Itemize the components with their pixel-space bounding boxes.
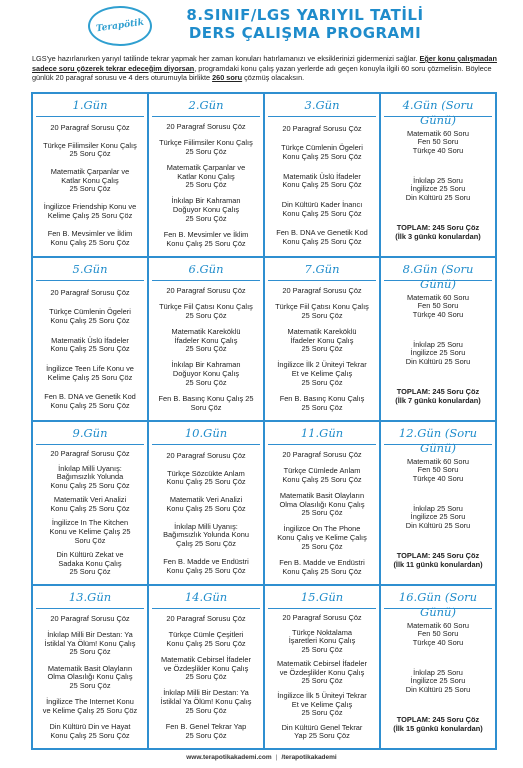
intro-part-3: çözmüş olacaksın. — [242, 73, 305, 83]
day-cell — [264, 257, 380, 421]
day-title: 5.Gün — [36, 262, 144, 281]
task-item: Fen B. Madde ve Endüstri Konu Çalış 25 Soru Çöz — [163, 557, 249, 575]
task-item: İngilizce On The Phone Konu Çalış ve Kelime Çalış 25 Soru Çöz — [277, 524, 367, 551]
day-total: TOPLAM: 245 Soru Çöz (İlk 3 günkü konulardan) — [395, 223, 481, 241]
task-item: Matematik Veri Analizi Konu Çalış 25 Soru Çöz — [166, 495, 246, 513]
task-item: 20 Paragraf Sorusu Çöz — [166, 285, 246, 295]
schedule-grid — [31, 92, 497, 750]
task-item: Matematik Çarpanlar ve Katlar Konu Çalış 25 Soru Çöz — [50, 167, 130, 194]
day-cell — [148, 93, 264, 257]
task-item: Fen B. Mevsimler ve İklim Konu Çalış 25 Soru Çöz — [47, 229, 133, 247]
task-item: Din Kültürü Zekat ve Sadaka Konu Çalış 25 Soru Çöz — [56, 550, 124, 577]
page-title — [150, 6, 460, 42]
day-cell — [380, 257, 496, 421]
task-item: İngilizce Friendship Konu ve Kelime Çalış 25 Soru Çöz — [43, 202, 137, 221]
task-list — [384, 281, 492, 420]
task-item: Türkçe Fiilimsiler Konu Çalış 25 Soru Çöz — [159, 138, 253, 156]
task-item: Matematik 60 Soru Fen 50 Soru Türkçe 40 Soru — [406, 620, 470, 647]
task-item: Matematik Üslü İfadeler Konu Çalış 25 Soru Çöz — [282, 171, 362, 190]
task-item: Matematik Veri Analizi Konu Çalış 25 Soru Çöz — [50, 495, 130, 513]
title-line-1: 8.SINIF/LGS YARIYIL TATİLİ — [186, 6, 424, 24]
day-cell — [380, 93, 496, 257]
task-item: Türkçe Cümlede Anlam Konu Çalış 25 Soru Çöz — [282, 466, 362, 484]
task-list — [36, 281, 144, 420]
task-list — [268, 117, 376, 256]
task-item: İnkılap 25 Soru İngilizce 25 Soru Din Kültürü 25 Soru — [405, 175, 471, 203]
task-item: 20 Paragraf Sorusu Çöz — [282, 612, 362, 622]
title-line-2: DERS ÇALIŞMA PROGRAMI — [188, 24, 422, 42]
task-item: Din Kültürü Din ve Hayat Konu Çalış 25 Soru Çöz — [49, 721, 131, 740]
day-cell — [264, 585, 380, 749]
task-list — [384, 117, 492, 256]
task-item: Fen B. Basınç Konu Çalış 25 Soru Çöz — [279, 393, 365, 412]
task-item: 20 Paragraf Sorusu Çöz — [166, 450, 246, 460]
intro-part-1: LGS'ye hazırlanırken yarıyıl tatilinde tekrar yapmak her zaman konuları hatırlamanızı ve eksiklerinizi gidermenizi sağlar. — [32, 54, 420, 63]
day-title: 4.Gün (Soru Günü) — [384, 98, 492, 117]
logo-text: Terapötik — [95, 17, 145, 35]
task-item: Matematik 60 Soru Fen 50 Soru Türkçe 40 Soru — [406, 128, 470, 155]
task-item: İnkılap Milli Uyanış: Bağımsızlık Yolunda Konu Çalış 25 Soru Çöz — [50, 463, 130, 490]
task-list — [384, 445, 492, 584]
day-title: 2.Gün — [152, 98, 260, 117]
task-list — [152, 281, 260, 420]
task-item: Fen B. Basınç Konu Çalış 25 Soru Çöz — [158, 393, 254, 412]
task-list — [152, 609, 260, 748]
website-text: www.terapotikakademi.com — [186, 754, 272, 761]
task-list — [152, 117, 260, 256]
task-item: Matematik Kareköklü İfadeler Konu Çalış 25 Soru Çöz — [171, 327, 241, 354]
task-item: 20 Paragraf Sorusu Çöz — [282, 285, 362, 295]
task-item: İnkılap Milli Uyanış: Bağımsızlık Yolunda Konu Çalış 25 Soru Çöz — [163, 521, 249, 549]
day-cell — [380, 421, 496, 585]
task-item: Türkçe Sözcükte Anlam Konu Çalış 25 Soru Çöz — [166, 468, 246, 487]
day-title: 11.Gün — [268, 426, 376, 445]
day-title: 3.Gün — [268, 98, 376, 117]
task-list — [36, 117, 144, 256]
task-item: İnkılap 25 Soru İngilizce 25 Soru Din Kültürü 25 Soru — [405, 503, 471, 531]
day-cell — [148, 257, 264, 421]
task-item: Matematik Üslü İfadeler Konu Çalış 25 Soru Çöz — [50, 335, 130, 354]
task-list — [268, 445, 376, 584]
task-item: Din Kültürü Genel Tekrar Yap 25 Soru Çöz — [281, 722, 363, 741]
footer-separator: | — [275, 754, 278, 761]
task-item: 20 Paragraf Sorusu Çöz — [166, 613, 246, 623]
day-cell — [32, 257, 148, 421]
task-item: İnkılap 25 Soru İngilizce 25 Soru Din Kültürü 25 Soru — [405, 667, 471, 695]
task-list — [36, 609, 144, 748]
task-item: 20 Paragraf Sorusu Çöz — [166, 121, 246, 131]
task-item: Matematik Basit Olayların Olma Olasılığı Konu Çalış 25 Soru Çöz — [279, 491, 365, 518]
day-title: 10.Gün — [152, 426, 260, 445]
task-item: Türkçe Fiil Çatısı Konu Çalış 25 Soru Çöz — [275, 302, 369, 320]
day-title: 15.Gün — [268, 590, 376, 609]
day-total: TOPLAM: 245 Soru Çöz (İlk 11 günkü konulardan) — [393, 551, 483, 569]
task-list — [36, 445, 144, 584]
task-item: 20 Paragraf Sorusu Çöz — [50, 287, 130, 297]
task-item: İngilizce Teen Life Konu ve Kelime Çalış 25 Soru Çöz — [46, 363, 134, 382]
task-item: İnkılap 25 Soru İngilizce 25 Soru Din Kültürü 25 Soru — [405, 339, 471, 367]
task-item: Matematik 60 Soru Fen 50 Soru Türkçe 40 Soru — [406, 456, 470, 483]
task-item: Fen B. DNA ve Genetik Kod Konu Çalış 25 Soru Çöz — [276, 228, 368, 246]
task-item: Türkçe Fiilimsiler Konu Çalış 25 Soru Çöz — [43, 140, 137, 159]
task-item: Fen B. Madde ve Endüstri Konu Çalış 25 Soru Çöz — [279, 557, 365, 576]
task-item: Matematik Basit Olayların Olma Olasılığı Konu Çalış 25 Soru Çöz — [47, 663, 133, 690]
footer — [0, 754, 523, 761]
day-cell — [32, 421, 148, 585]
day-title: 14.Gün — [152, 590, 260, 609]
task-item: Matematik Cebirsel İfadeler ve Özdeşlikler Konu Çalış 25 Soru Çöz — [277, 659, 367, 686]
task-item: Matematik 60 Soru Fen 50 Soru Türkçe 40 Soru — [406, 292, 470, 319]
intro-bold-2: 260 soru — [212, 73, 243, 83]
day-title: 6.Gün — [152, 262, 260, 281]
task-item: İnkılap Milli Bir Destan: Ya İstiklal Ya Ölüm! Konu Çalış 25 Soru Çöz — [160, 688, 252, 715]
task-item: Matematik Kareköklü İfadeler Konu Çalış 25 Soru Çöz — [287, 327, 357, 354]
social-handle: /terapotikakademi — [281, 754, 337, 761]
task-item: 20 Paragraf Sorusu Çöz — [282, 123, 362, 133]
logo — [88, 6, 152, 46]
task-item: İngilizce The Internet Konu ve Kelime Çalış 25 Soru Çöz — [42, 697, 138, 715]
task-item: İngilizce İlk 5 Üniteyi Tekrar Et ve Kelime Çalış 25 Soru Çöz — [277, 691, 367, 718]
task-list — [384, 609, 492, 748]
day-total: TOPLAM: 245 Soru Çöz (İlk 7 günkü konulardan) — [395, 387, 481, 405]
task-item: 20 Paragraf Sorusu Çöz — [50, 613, 130, 623]
task-list — [152, 445, 260, 584]
task-list — [268, 609, 376, 748]
day-cell — [32, 585, 148, 749]
day-cell — [148, 421, 264, 585]
task-item: İngilizce İlk 2 Üniteyi Tekrar Et ve Kelime Çalış 25 Soru Çöz — [277, 360, 367, 387]
intro-paragraph — [32, 54, 498, 83]
intro-part-2: , programdaki konu çalış yazan yerlerde adı geçen konuyla ilgili 60 soru çözmelisin. Böylece günlük 20 paragraf sorusu ve 4 ders oturumuyla birlikte — [32, 63, 492, 83]
day-cell — [380, 585, 496, 749]
task-item: Din Kültürü Kader İnancı Konu Çalış 25 Soru Çöz — [281, 199, 363, 218]
task-item: Fen B. Genel Tekrar Yap 25 Soru Çöz — [165, 721, 247, 740]
task-list — [268, 281, 376, 420]
task-item: Matematik Çarpanlar ve Katlar Konu Çalış 25 Soru Çöz — [166, 163, 246, 190]
task-item: İnkılap Bir Kahraman Doğuyor Konu Çalış 25 Soru Çöz — [171, 360, 241, 387]
task-item: Matematik Cebirsel İfadeler ve Özdeşlikler Konu Çalış 25 Soru Çöz — [161, 655, 251, 682]
task-item: İnkılap Bir Kahraman Doğuyor Konu Çalış 25 Soru Çöz — [171, 196, 241, 223]
day-title: 8.Gün (Soru Günü) — [384, 262, 492, 281]
day-cell — [264, 93, 380, 257]
task-item: 20 Paragraf Sorusu Çöz — [50, 122, 130, 132]
task-item: Fen B. Mevsimler ve İklim Konu Çalış 25 Soru Çöz — [163, 229, 249, 248]
task-item: Fen B. DNA ve Genetik Kod Konu Çalış 25 Soru Çöz — [44, 392, 136, 410]
task-item: 20 Paragraf Sorusu Çöz — [282, 449, 362, 459]
task-item: Türkçe Cümle Çeşitleri Konu Çalış 25 Soru Çöz — [166, 630, 246, 648]
task-item: İnkılap Milli Bir Destan: Ya İstiklal Ya Ölüm! Konu Çalış 25 Soru Çöz — [44, 630, 136, 657]
task-item: Türkçe Fiil Çatısı Konu Çalış 25 Soru Çöz — [159, 302, 253, 320]
day-title: 12.Gün (Soru Günü) — [384, 426, 492, 445]
task-item: Türkçe Noktalama İşaretleri Konu Çalış 25 Soru Çöz — [288, 627, 356, 654]
day-title: 7.Gün — [268, 262, 376, 281]
header — [0, 0, 523, 50]
task-item: İngilizce In The Kitchen Konu ve Kelime Çalış 25 Soru Çöz — [49, 518, 131, 545]
day-title: 13.Gün — [36, 590, 144, 609]
task-item: Türkçe Cümlenin Ögeleri Konu Çalış 25 Soru Çöz — [281, 143, 363, 161]
intro-bold-1: Eğer konu çalışmadan sadece soru çözerek tekrar edeceğim diyorsan — [32, 54, 497, 73]
task-item: Türkçe Cümlenin Ögeleri Konu Çalış 25 Soru Çöz — [49, 307, 131, 325]
day-title: 9.Gün — [36, 426, 144, 445]
day-cell — [264, 421, 380, 585]
task-item: 20 Paragraf Sorusu Çöz — [50, 448, 130, 458]
day-cell — [148, 585, 264, 749]
day-title: 16.Gün (Soru Günü) — [384, 590, 492, 609]
day-total: TOPLAM: 245 Soru Çöz (İlk 15 günkü konulardan) — [393, 715, 483, 733]
day-title: 1.Gün — [36, 98, 144, 117]
day-cell — [32, 93, 148, 257]
